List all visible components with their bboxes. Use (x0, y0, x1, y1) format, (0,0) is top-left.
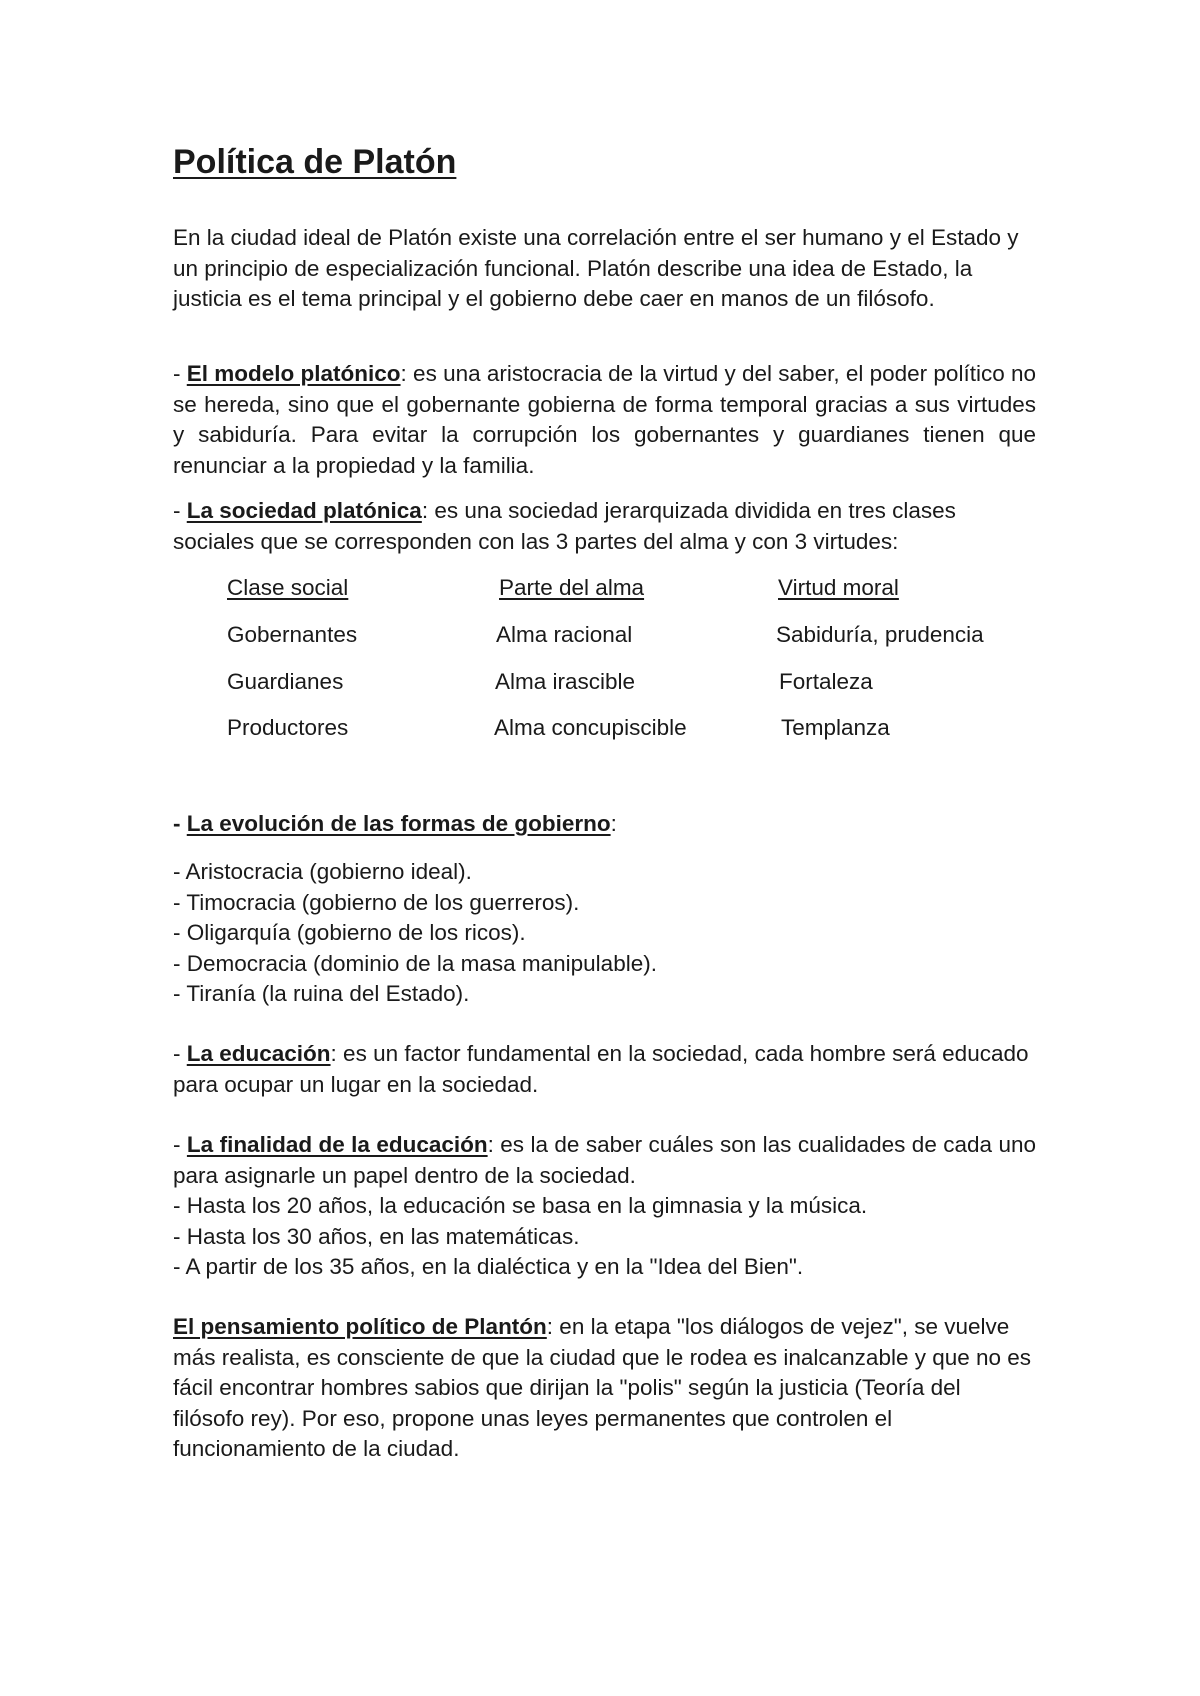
educacion-text: : es un factor fundamental en la sociedad, cada hombre será educado para ocupar un lugar en la sociedad. (173, 1041, 1029, 1097)
sociedad-paragraph (173, 496, 1036, 557)
education-stages-list (173, 1191, 1036, 1283)
table-cell: Alma racional (496, 622, 633, 647)
finalidad-paragraph (173, 1130, 1036, 1191)
sociedad-prefix: - (173, 498, 187, 523)
table-row (227, 622, 1027, 652)
list-item: - Hasta los 20 años, la educación se basa en la gimnasia y la música. (173, 1193, 868, 1218)
evolucion-prefix: - (173, 811, 187, 836)
list-item: - Hasta los 30 años, en las matemáticas. (173, 1223, 580, 1249)
list-item: - Oligarquía (gobierno de los ricos). (173, 920, 526, 945)
finalidad-prefix: - (173, 1132, 187, 1157)
evolucion-heading (173, 809, 1036, 840)
table-cell: Alma irascible (495, 669, 636, 694)
pensamiento-paragraph (173, 1312, 1036, 1465)
table-cell: Fortaleza (779, 669, 873, 694)
list-item: - Aristocracia (gobierno ideal). (173, 859, 472, 884)
sociedad-label: La sociedad platónica (186, 498, 422, 523)
sociedad-text: : es una sociedad jerarquizada dividida en tres clases sociales que se corresponden con las 3 partes del alma y con 3 virtudes: (173, 498, 956, 554)
modelo-text: : es una aristocracia de la virtud y del saber, el poder político no se hereda, sino que el gobernante gobierna de forma temporal gracias a sus virtudes y sabiduría. Para evitar la corrupción los gobernantes y guardianes tienen que renunciar a la propiedad y la familia. (173, 361, 1036, 478)
finalidad-text: : es la de saber cuáles son las cualidades de cada uno para asignarle un papel dentro de la sociedad. (173, 1132, 1036, 1188)
finalidad-label: La finalidad de la educación (186, 1132, 488, 1157)
table-row (227, 715, 1027, 745)
list-item: - A partir de los 35 años, en la dialéctica y en la "Idea del Bien". (173, 1254, 804, 1279)
pensamiento-label: El pensamiento político de Plantón (173, 1314, 547, 1339)
table-row (227, 669, 1027, 699)
modelo-prefix: - (173, 361, 187, 386)
educacion-label: La educación (186, 1041, 331, 1066)
educacion-paragraph (173, 1039, 1036, 1100)
table-header: Parte del alma (499, 575, 645, 600)
intro-paragraph: En la ciudad ideal de Platón existe una correlación entre el ser humano y el Estado y un principio de especialización funcional. Platón describe una idea de Estado, la justicia es el tema principal y el gobierno debe caer en manos de un filósofo. (173, 225, 1019, 311)
modelo-paragraph (173, 359, 1036, 481)
table-cell: Productores (227, 715, 349, 740)
list-item: - Tiranía (la ruina del Estado). (173, 981, 470, 1006)
evolucion-suffix: : (610, 811, 617, 836)
modelo-label: El modelo platónico (186, 361, 401, 386)
table-cell: Templanza (781, 715, 890, 740)
table-header: Virtud moral (778, 575, 899, 600)
list-item: - Timocracia (gobierno de los guerreros). (173, 889, 580, 915)
evolucion-label: La evolución de las formas de gobierno (186, 811, 611, 836)
page-title: Política de Platón (173, 143, 457, 181)
table-cell: Gobernantes (227, 622, 358, 647)
pensamiento-text: : en la etapa "los diálogos de vejez", se vuelve más realista, es consciente de que la ciudad que le rodea es inalcanzable y que no es fácil encontrar hombres sabios que dirijan la "polis" según la justicia (Teoría del filósofo rey). Por eso, propone unas leyes permanentes que controlen el funcionamiento de la ciudad. (173, 1314, 1032, 1461)
table-header: Clase social (227, 575, 349, 600)
educacion-prefix: - (173, 1041, 187, 1066)
table-cell: Sabiduría, prudencia (776, 622, 984, 647)
table-cell: Alma concupiscible (494, 715, 687, 740)
table-header-row (227, 575, 1027, 605)
list-item: - Democracia (dominio de la masa manipulable). (173, 950, 657, 976)
government-forms-list (173, 857, 1036, 1010)
table-cell: Guardianes (227, 669, 344, 694)
